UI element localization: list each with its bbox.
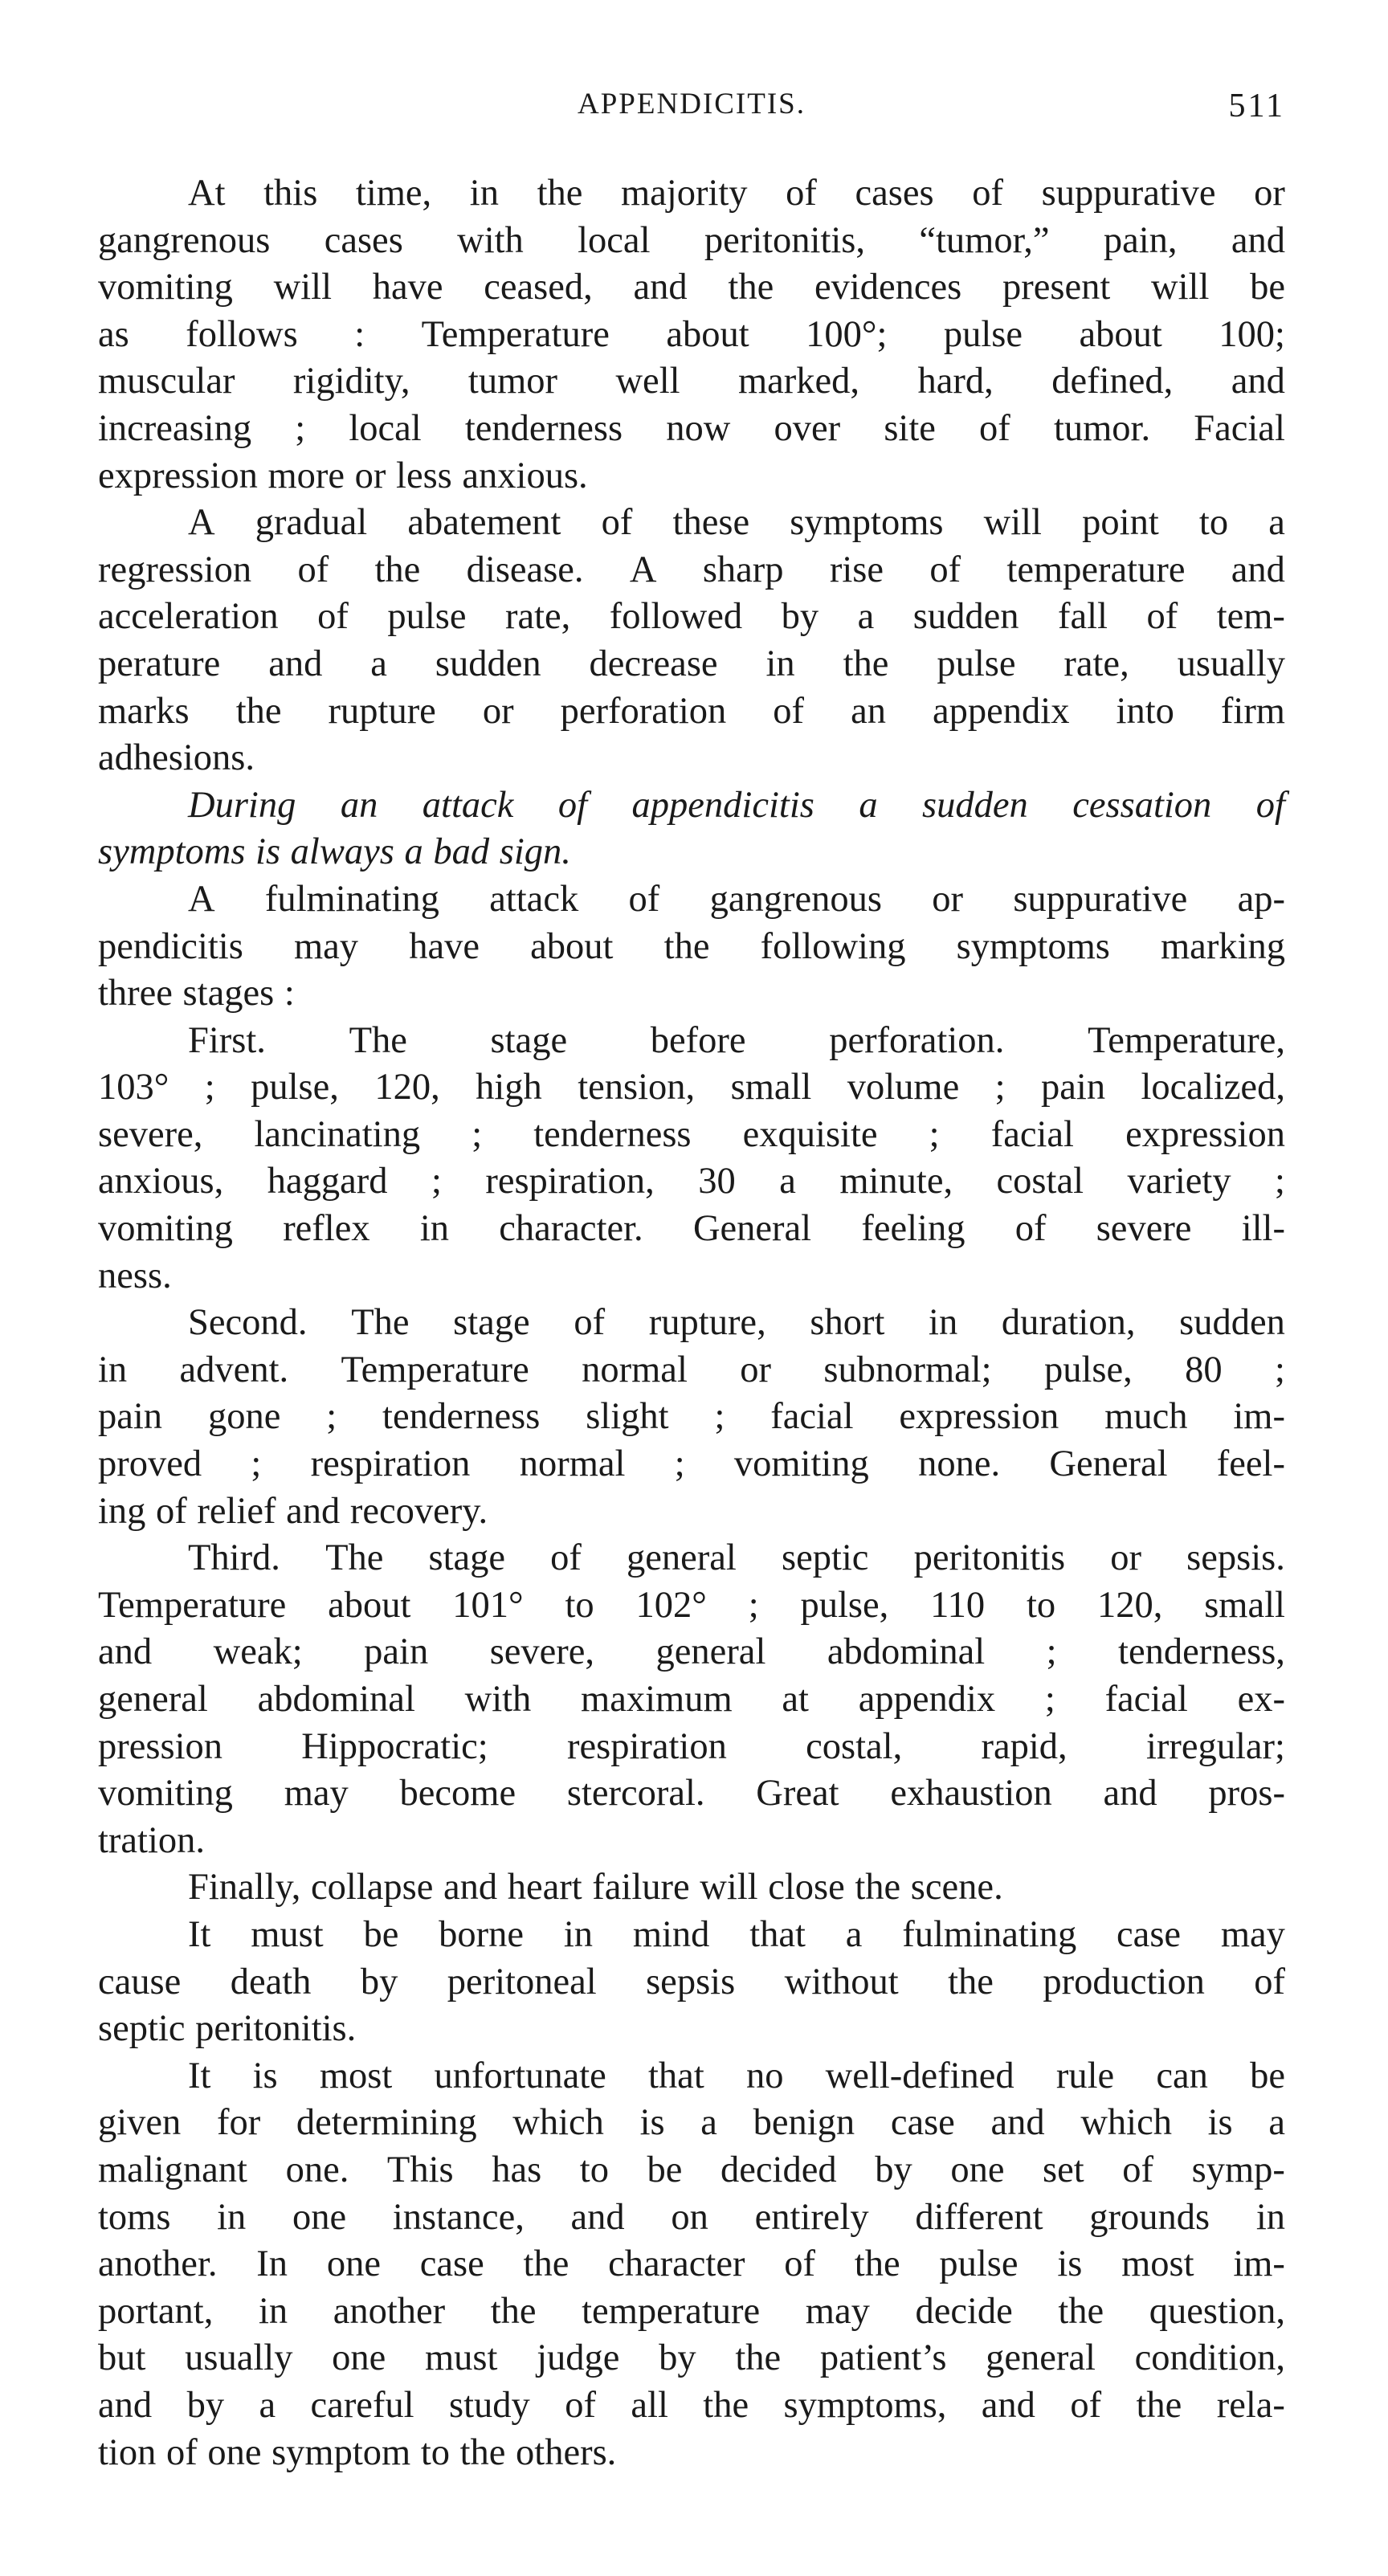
paragraph-first-line: Finally, collapse and heart failure will close the scene. <box>188 1867 1003 1909</box>
text-line: gangrenous cases with local peritonitis, “tumor,” pain, and <box>98 219 1285 261</box>
running-title: APPENDICITIS. <box>578 88 806 120</box>
text-line: increasing ; local tenderness now over site of tumor. Facial <box>98 407 1285 449</box>
text-line: pression Hippocratic; respiration costal, rapid, irregular; <box>98 1725 1285 1767</box>
text-line: and weak; pain severe, general abdominal ; tenderness, <box>98 1631 1285 1673</box>
text-line: but usually one must judge by the patient’s general condition, <box>98 2337 1285 2379</box>
paragraph-first-line: A fulminating attack of gangrenous or suppurative ap- <box>188 878 1285 920</box>
text-line: ness. <box>98 1255 172 1296</box>
text-line: vomiting reflex in character. General feeling of severe ill- <box>98 1208 1285 1250</box>
paragraph-first-line: It is most unfortunate that no well-defined rule can be <box>188 2055 1285 2096</box>
running-head <box>98 87 1285 135</box>
text-line: acceleration of pulse rate, followed by a sudden fall of tem- <box>98 596 1285 638</box>
paragraph-first-line: During an attack of appendicitis a sudden cessation of <box>188 784 1285 826</box>
text-line: perature and a sudden decrease in the pulse rate, usually <box>98 643 1285 684</box>
text-line: symptoms is always a bad sign. <box>98 831 571 873</box>
text-line: in advent. Temperature normal or subnormal; pulse, 80 ; <box>98 1349 1285 1390</box>
text-line: another. In one case the character of the pulse is most im- <box>98 2243 1285 2285</box>
paragraph-first-line: Third. The stage of general septic peritonitis or sepsis. <box>188 1537 1285 1579</box>
text-line: vomiting will have ceased, and the evidences present will be <box>98 267 1285 308</box>
text-line: general abdominal with maximum at appendix ; facial ex- <box>98 1679 1285 1720</box>
text-line: portant, in another the temperature may decide the question, <box>98 2290 1285 2332</box>
text-line: tration. <box>98 1819 206 1861</box>
text-line: severe, lancinating ; tenderness exquisite ; facial expression <box>98 1113 1285 1155</box>
text-line: regression of the disease. A sharp rise of temperature and <box>98 549 1285 590</box>
text-line: adhesions. <box>98 737 255 779</box>
text-line: septic peritonitis. <box>98 2008 357 2050</box>
text-line: and by a careful study of all the symptoms, and of the rela- <box>98 2384 1285 2426</box>
text-line: 103° ; pulse, 120, high tension, small volume ; pain localized, <box>98 1067 1285 1108</box>
page-number: 511 <box>1228 88 1285 125</box>
text-line: vomiting may become stercoral. Great exhaustion and pros- <box>98 1773 1285 1815</box>
paragraph-first-line: It must be borne in mind that a fulminating case may <box>188 1913 1285 1955</box>
text-line: muscular rigidity, tumor well marked, hard, defined, and <box>98 361 1285 402</box>
book-page <box>98 0 1285 2576</box>
paragraph-first-line: At this time, in the majority of cases of suppurative or <box>188 173 1285 214</box>
text-line: cause death by peritoneal sepsis without the production of <box>98 1961 1285 2002</box>
text-line: expression more or less anxious. <box>98 455 588 496</box>
text-line: tion of one symptom to the others. <box>98 2431 617 2473</box>
text-line: as follows : Temperature about 100°; pulse about 100; <box>98 313 1285 355</box>
text-line: pain gone ; tenderness slight ; facial expression much im- <box>98 1396 1285 1438</box>
text-line: Temperature about 101° to 102° ; pulse, 110 to 120, small <box>98 1584 1285 1626</box>
text-line: proved ; respiration normal ; vomiting none. General feel- <box>98 1443 1285 1485</box>
text-line: ing of relief and recovery. <box>98 1490 488 1532</box>
body-text <box>98 170 1285 2476</box>
text-line: pendicitis may have about the following symptoms marking <box>98 925 1285 967</box>
text-line: malignant one. This has to be decided by one set of symp- <box>98 2149 1285 2190</box>
text-line: toms in one instance, and on entirely different grounds in <box>98 2196 1285 2238</box>
paragraph-first-line: A gradual abatement of these symptoms will point to a <box>188 502 1285 544</box>
paragraph-first-line: First. The stage before perforation. Temperature, <box>188 1019 1285 1061</box>
text-line: anxious, haggard ; respiration, 30 a minute, costal variety ; <box>98 1161 1285 1202</box>
text-line: given for determining which is a benign case and which is a <box>98 2102 1285 2144</box>
paragraph-first-line: Second. The stage of rupture, short in duration, sudden <box>188 1302 1285 1344</box>
text-line: three stages : <box>98 973 295 1014</box>
text-line: marks the rupture or perforation of an appendix into firm <box>98 690 1285 732</box>
